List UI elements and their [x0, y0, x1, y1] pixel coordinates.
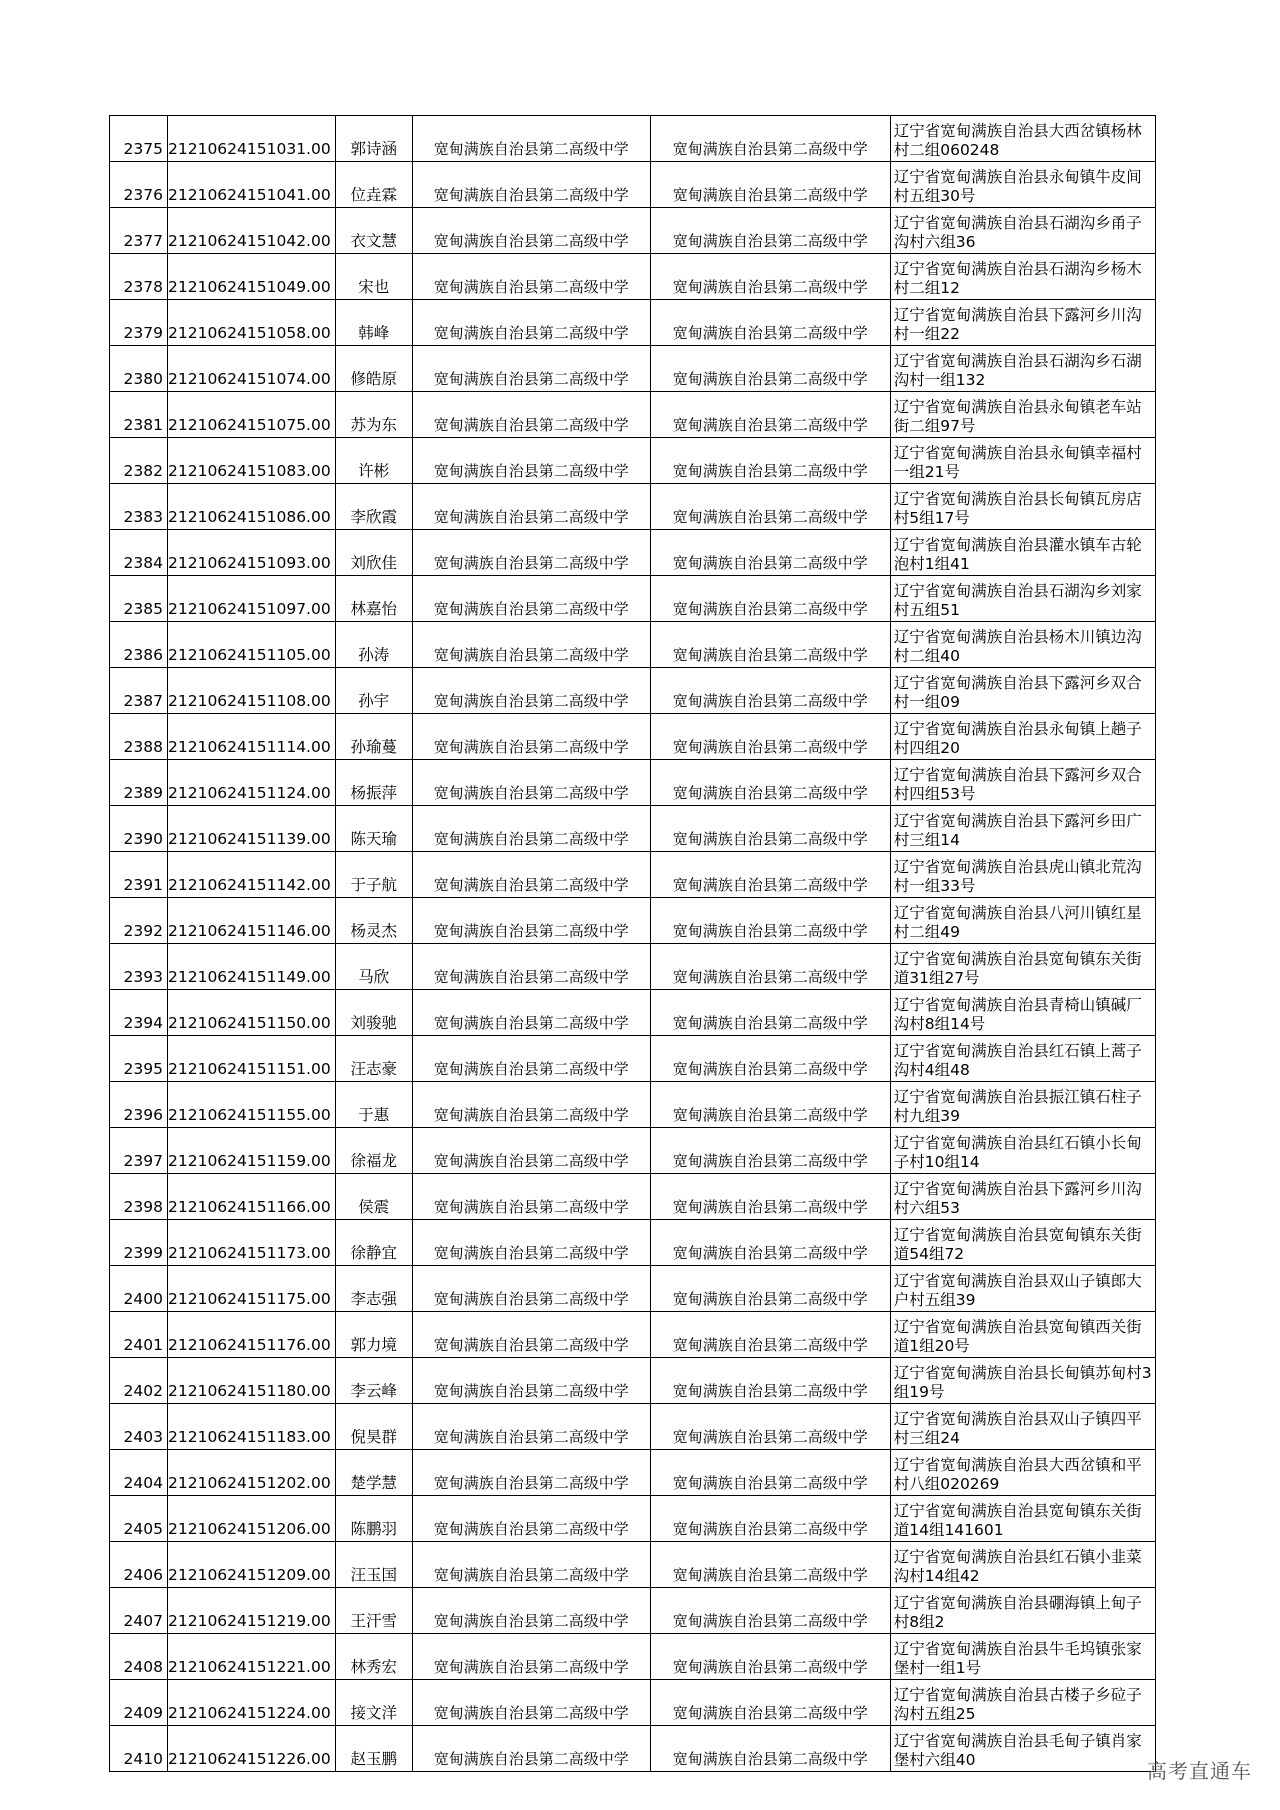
student-name: 孙宇: [335, 668, 412, 714]
home-address: 辽宁省宽甸满族自治县毛甸子镇肖家堡村六组40: [890, 1726, 1155, 1772]
student-name: 李云峰: [335, 1358, 412, 1404]
student-name: 汪玉国: [335, 1542, 412, 1588]
table-row: [110, 162, 1156, 208]
school-name: 宽甸满族自治县第二高级中学: [412, 990, 650, 1036]
candidate-number: 21210624151149.00: [168, 944, 336, 990]
table-row: [110, 346, 1156, 392]
school-name: 宽甸满族自治县第二高级中学: [412, 1358, 650, 1404]
school-name: 宽甸满族自治县第二高级中学: [412, 1496, 650, 1542]
table-row: [110, 438, 1156, 484]
school-name: 宽甸满族自治县第二高级中学: [412, 208, 650, 254]
school-name: 宽甸满族自治县第二高级中学: [412, 944, 650, 990]
home-address: 辽宁省宽甸满族自治县宽甸镇西关街道1组20号: [890, 1312, 1155, 1358]
student-name: 接文洋: [335, 1680, 412, 1726]
table-row: [110, 116, 1156, 162]
student-name: 刘骏驰: [335, 990, 412, 1036]
home-address: 辽宁省宽甸满族自治县长甸镇瓦房店村5组17号: [890, 484, 1155, 530]
exam-site-name: 宽甸满族自治县第二高级中学: [650, 1358, 890, 1404]
student-name: 林秀宏: [335, 1634, 412, 1680]
table-row: [110, 1128, 1156, 1174]
school-name: 宽甸满族自治县第二高级中学: [412, 1634, 650, 1680]
student-name: 陈天瑜: [335, 806, 412, 852]
candidate-number: 21210624151150.00: [168, 990, 336, 1036]
exam-site-name: 宽甸满族自治县第二高级中学: [650, 300, 890, 346]
candidate-number: 21210624151224.00: [168, 1680, 336, 1726]
table-row: [110, 1496, 1156, 1542]
table-row: [110, 392, 1156, 438]
exam-site-name: 宽甸满族自治县第二高级中学: [650, 162, 890, 208]
home-address: 辽宁省宽甸满族自治县大西岔镇杨林村二组060248: [890, 116, 1155, 162]
home-address: 辽宁省宽甸满族自治县下露河乡双合村四组53号: [890, 760, 1155, 806]
row-index: 2410: [110, 1726, 168, 1772]
student-name: 位垚霖: [335, 162, 412, 208]
home-address: 辽宁省宽甸满族自治县石湖沟乡刘家村五组51: [890, 576, 1155, 622]
table-row: [110, 1036, 1156, 1082]
row-index: 2390: [110, 806, 168, 852]
row-index: 2405: [110, 1496, 168, 1542]
candidate-number: 21210624151105.00: [168, 622, 336, 668]
table-row: [110, 1082, 1156, 1128]
home-address: 辽宁省宽甸满族自治县振江镇石柱子村九组39: [890, 1082, 1155, 1128]
student-name: 苏为东: [335, 392, 412, 438]
table-row: [110, 1726, 1156, 1772]
row-index: 2382: [110, 438, 168, 484]
home-address: 辽宁省宽甸满族自治县永甸镇牛皮间村五组30号: [890, 162, 1155, 208]
row-index: 2398: [110, 1174, 168, 1220]
school-name: 宽甸满族自治县第二高级中学: [412, 1312, 650, 1358]
home-address: 辽宁省宽甸满族自治县宽甸镇东关街道54组72: [890, 1220, 1155, 1266]
exam-site-name: 宽甸满族自治县第二高级中学: [650, 806, 890, 852]
home-address: 辽宁省宽甸满族自治县宽甸镇东关街道31组27号: [890, 944, 1155, 990]
home-address: 辽宁省宽甸满族自治县长甸镇苏甸村3组19号: [890, 1358, 1155, 1404]
school-name: 宽甸满族自治县第二高级中学: [412, 484, 650, 530]
candidate-number: 21210624151175.00: [168, 1266, 336, 1312]
school-name: 宽甸满族自治县第二高级中学: [412, 438, 650, 484]
candidate-number: 21210624151166.00: [168, 1174, 336, 1220]
candidate-number: 21210624151183.00: [168, 1404, 336, 1450]
school-name: 宽甸满族自治县第二高级中学: [412, 1726, 650, 1772]
school-name: 宽甸满族自治县第二高级中学: [412, 1404, 650, 1450]
school-name: 宽甸满族自治县第二高级中学: [412, 714, 650, 760]
candidate-number: 21210624151108.00: [168, 668, 336, 714]
home-address: 辽宁省宽甸满族自治县灌水镇车古轮泡村1组41: [890, 530, 1155, 576]
table-row: [110, 576, 1156, 622]
home-address: 辽宁省宽甸满族自治县杨木川镇边沟村二组40: [890, 622, 1155, 668]
table-row: [110, 1634, 1156, 1680]
student-name: 刘欣佳: [335, 530, 412, 576]
table-row: [110, 714, 1156, 760]
candidate-number: 21210624151031.00: [168, 116, 336, 162]
exam-site-name: 宽甸满族自治县第二高级中学: [650, 1174, 890, 1220]
exam-site-name: 宽甸满族自治县第二高级中学: [650, 898, 890, 944]
school-name: 宽甸满族自治县第二高级中学: [412, 1450, 650, 1496]
exam-site-name: 宽甸满族自治县第二高级中学: [650, 392, 890, 438]
student-name: 杨灵杰: [335, 898, 412, 944]
table-row: [110, 1588, 1156, 1634]
exam-site-name: 宽甸满族自治县第二高级中学: [650, 1634, 890, 1680]
exam-site-name: 宽甸满族自治县第二高级中学: [650, 346, 890, 392]
table-row: [110, 484, 1156, 530]
exam-site-name: 宽甸满族自治县第二高级中学: [650, 1404, 890, 1450]
home-address: 辽宁省宽甸满族自治县永甸镇上趟子村四组20: [890, 714, 1155, 760]
school-name: 宽甸满族自治县第二高级中学: [412, 1680, 650, 1726]
row-index: 2379: [110, 300, 168, 346]
table-row: [110, 668, 1156, 714]
candidate-number: 21210624151155.00: [168, 1082, 336, 1128]
student-name: 杨振萍: [335, 760, 412, 806]
row-index: 2388: [110, 714, 168, 760]
exam-site-name: 宽甸满族自治县第二高级中学: [650, 116, 890, 162]
home-address: 辽宁省宽甸满族自治县八河川镇红星村二组49: [890, 898, 1155, 944]
table-row: [110, 1450, 1156, 1496]
table-row: [110, 898, 1156, 944]
exam-site-name: 宽甸满族自治县第二高级中学: [650, 622, 890, 668]
candidate-number: 21210624151180.00: [168, 1358, 336, 1404]
row-index: 2399: [110, 1220, 168, 1266]
home-address: 辽宁省宽甸满族自治县永甸镇幸福村一组21号: [890, 438, 1155, 484]
student-name: 赵玉鹏: [335, 1726, 412, 1772]
home-address: 辽宁省宽甸满族自治县下露河乡川沟村一组22: [890, 300, 1155, 346]
student-name: 宋也: [335, 254, 412, 300]
table-row: [110, 1266, 1156, 1312]
student-name: 于子航: [335, 852, 412, 898]
student-name: 马欣: [335, 944, 412, 990]
row-index: 2397: [110, 1128, 168, 1174]
table-row: [110, 1358, 1156, 1404]
candidate-number: 21210624151042.00: [168, 208, 336, 254]
school-name: 宽甸满族自治县第二高级中学: [412, 300, 650, 346]
home-address: 辽宁省宽甸满族自治县下露河乡田广村三组14: [890, 806, 1155, 852]
exam-site-name: 宽甸满族自治县第二高级中学: [650, 1082, 890, 1128]
row-index: 2392: [110, 898, 168, 944]
exam-site-name: 宽甸满族自治县第二高级中学: [650, 1220, 890, 1266]
row-index: 2383: [110, 484, 168, 530]
school-name: 宽甸满族自治县第二高级中学: [412, 346, 650, 392]
candidate-number: 21210624151114.00: [168, 714, 336, 760]
table-row: [110, 944, 1156, 990]
exam-site-name: 宽甸满族自治县第二高级中学: [650, 1266, 890, 1312]
row-index: 2403: [110, 1404, 168, 1450]
row-index: 2389: [110, 760, 168, 806]
exam-site-name: 宽甸满族自治县第二高级中学: [650, 1450, 890, 1496]
student-name: 林嘉怡: [335, 576, 412, 622]
row-index: 2381: [110, 392, 168, 438]
row-index: 2402: [110, 1358, 168, 1404]
row-index: 2409: [110, 1680, 168, 1726]
row-index: 2400: [110, 1266, 168, 1312]
exam-site-name: 宽甸满族自治县第二高级中学: [650, 1726, 890, 1772]
exam-site-name: 宽甸满族自治县第二高级中学: [650, 852, 890, 898]
home-address: 辽宁省宽甸满族自治县虎山镇北荒沟村一组33号: [890, 852, 1155, 898]
home-address: 辽宁省宽甸满族自治县石湖沟乡杨木村二组12: [890, 254, 1155, 300]
candidate-number: 21210624151097.00: [168, 576, 336, 622]
candidate-number: 21210624151058.00: [168, 300, 336, 346]
records-table: [109, 115, 1156, 1772]
table-row: [110, 1680, 1156, 1726]
table-row: [110, 530, 1156, 576]
exam-site-name: 宽甸满族自治县第二高级中学: [650, 1496, 890, 1542]
student-name: 侯震: [335, 1174, 412, 1220]
school-name: 宽甸满族自治县第二高级中学: [412, 1542, 650, 1588]
exam-site-name: 宽甸满族自治县第二高级中学: [650, 1588, 890, 1634]
home-address: 辽宁省宽甸满族自治县下露河乡川沟村六组53: [890, 1174, 1155, 1220]
candidate-number: 21210624151146.00: [168, 898, 336, 944]
student-name: 徐静宜: [335, 1220, 412, 1266]
student-name: 楚学慧: [335, 1450, 412, 1496]
row-index: 2377: [110, 208, 168, 254]
candidate-number: 21210624151093.00: [168, 530, 336, 576]
watermark-text: 高考直通车: [1147, 1759, 1252, 1783]
row-index: 2376: [110, 162, 168, 208]
school-name: 宽甸满族自治县第二高级中学: [412, 116, 650, 162]
exam-site-name: 宽甸满族自治县第二高级中学: [650, 1680, 890, 1726]
school-name: 宽甸满族自治县第二高级中学: [412, 1220, 650, 1266]
home-address: 辽宁省宽甸满族自治县石湖沟乡甬子沟村六组36: [890, 208, 1155, 254]
student-name: 韩峰: [335, 300, 412, 346]
student-name: 孙瑜蔓: [335, 714, 412, 760]
student-name: 王汗雪: [335, 1588, 412, 1634]
student-name: 于惠: [335, 1082, 412, 1128]
candidate-number: 21210624151086.00: [168, 484, 336, 530]
student-name: 许彬: [335, 438, 412, 484]
exam-site-name: 宽甸满族自治县第二高级中学: [650, 438, 890, 484]
home-address: 辽宁省宽甸满族自治县大西岔镇和平村八组020269: [890, 1450, 1155, 1496]
table-row: [110, 1312, 1156, 1358]
candidate-number: 21210624151124.00: [168, 760, 336, 806]
candidate-number: 21210624151139.00: [168, 806, 336, 852]
table-row: [110, 208, 1156, 254]
candidate-number: 21210624151142.00: [168, 852, 336, 898]
exam-site-name: 宽甸满族自治县第二高级中学: [650, 1312, 890, 1358]
school-name: 宽甸满族自治县第二高级中学: [412, 852, 650, 898]
row-index: 2393: [110, 944, 168, 990]
student-name: 汪志豪: [335, 1036, 412, 1082]
table-row: [110, 990, 1156, 1036]
table-row: [110, 1174, 1156, 1220]
row-index: 2394: [110, 990, 168, 1036]
candidate-number: 21210624151083.00: [168, 438, 336, 484]
student-name: 李志强: [335, 1266, 412, 1312]
candidate-number: 21210624151221.00: [168, 1634, 336, 1680]
records-table-body: [110, 116, 1156, 1772]
school-name: 宽甸满族自治县第二高级中学: [412, 162, 650, 208]
school-name: 宽甸满族自治县第二高级中学: [412, 898, 650, 944]
home-address: 辽宁省宽甸满族自治县青椅山镇碱厂沟村8组14号: [890, 990, 1155, 1036]
row-index: 2406: [110, 1542, 168, 1588]
school-name: 宽甸满族自治县第二高级中学: [412, 530, 650, 576]
table-row: [110, 852, 1156, 898]
school-name: 宽甸满族自治县第二高级中学: [412, 1588, 650, 1634]
exam-site-name: 宽甸满族自治县第二高级中学: [650, 714, 890, 760]
candidate-number: 21210624151209.00: [168, 1542, 336, 1588]
candidate-number: 21210624151049.00: [168, 254, 336, 300]
candidate-number: 21210624151074.00: [168, 346, 336, 392]
student-name: 倪昊群: [335, 1404, 412, 1450]
row-index: 2375: [110, 116, 168, 162]
row-index: 2404: [110, 1450, 168, 1496]
row-index: 2407: [110, 1588, 168, 1634]
candidate-number: 21210624151206.00: [168, 1496, 336, 1542]
home-address: 辽宁省宽甸满族自治县红石镇小韭菜沟村14组42: [890, 1542, 1155, 1588]
school-name: 宽甸满族自治县第二高级中学: [412, 1036, 650, 1082]
exam-site-name: 宽甸满族自治县第二高级中学: [650, 254, 890, 300]
row-index: 2408: [110, 1634, 168, 1680]
candidate-number: 21210624151202.00: [168, 1450, 336, 1496]
student-name: 陈鹏羽: [335, 1496, 412, 1542]
home-address: 辽宁省宽甸满族自治县双山子镇郎大户村五组39: [890, 1266, 1155, 1312]
school-name: 宽甸满族自治县第二高级中学: [412, 622, 650, 668]
exam-site-name: 宽甸满族自治县第二高级中学: [650, 668, 890, 714]
row-index: 2395: [110, 1036, 168, 1082]
candidate-number: 21210624151226.00: [168, 1726, 336, 1772]
school-name: 宽甸满族自治县第二高级中学: [412, 1128, 650, 1174]
home-address: 辽宁省宽甸满族自治县下露河乡双合村一组09: [890, 668, 1155, 714]
candidate-number: 21210624151176.00: [168, 1312, 336, 1358]
table-row: [110, 760, 1156, 806]
row-index: 2396: [110, 1082, 168, 1128]
row-index: 2378: [110, 254, 168, 300]
home-address: 辽宁省宽甸满族自治县牛毛坞镇张家堡村一组1号: [890, 1634, 1155, 1680]
candidate-number: 21210624151159.00: [168, 1128, 336, 1174]
row-index: 2386: [110, 622, 168, 668]
school-name: 宽甸满族自治县第二高级中学: [412, 760, 650, 806]
school-name: 宽甸满族自治县第二高级中学: [412, 254, 650, 300]
row-index: 2391: [110, 852, 168, 898]
candidate-number: 21210624151173.00: [168, 1220, 336, 1266]
student-name: 衣文慧: [335, 208, 412, 254]
row-index: 2380: [110, 346, 168, 392]
candidate-number: 21210624151219.00: [168, 1588, 336, 1634]
school-name: 宽甸满族自治县第二高级中学: [412, 1266, 650, 1312]
school-name: 宽甸满族自治县第二高级中学: [412, 392, 650, 438]
candidate-number: 21210624151041.00: [168, 162, 336, 208]
school-name: 宽甸满族自治县第二高级中学: [412, 576, 650, 622]
exam-site-name: 宽甸满族自治县第二高级中学: [650, 990, 890, 1036]
exam-site-name: 宽甸满族自治县第二高级中学: [650, 1036, 890, 1082]
home-address: 辽宁省宽甸满族自治县永甸镇老车站街二组97号: [890, 392, 1155, 438]
table-row: [110, 254, 1156, 300]
row-index: 2401: [110, 1312, 168, 1358]
school-name: 宽甸满族自治县第二高级中学: [412, 806, 650, 852]
candidate-number: 21210624151151.00: [168, 1036, 336, 1082]
student-name: 李欣霞: [335, 484, 412, 530]
table-row: [110, 1542, 1156, 1588]
school-name: 宽甸满族自治县第二高级中学: [412, 668, 650, 714]
student-name: 修皓原: [335, 346, 412, 392]
table-row: [110, 806, 1156, 852]
exam-site-name: 宽甸满族自治县第二高级中学: [650, 208, 890, 254]
table-row: [110, 1220, 1156, 1266]
exam-site-name: 宽甸满族自治县第二高级中学: [650, 760, 890, 806]
student-name: 郭力境: [335, 1312, 412, 1358]
table-row: [110, 300, 1156, 346]
row-index: 2384: [110, 530, 168, 576]
school-name: 宽甸满族自治县第二高级中学: [412, 1174, 650, 1220]
row-index: 2387: [110, 668, 168, 714]
student-name: 郭诗涵: [335, 116, 412, 162]
student-name: 徐福龙: [335, 1128, 412, 1174]
exam-site-name: 宽甸满族自治县第二高级中学: [650, 576, 890, 622]
student-name: 孙涛: [335, 622, 412, 668]
exam-site-name: 宽甸满族自治县第二高级中学: [650, 1542, 890, 1588]
table-row: [110, 1404, 1156, 1450]
table-row: [110, 622, 1156, 668]
row-index: 2385: [110, 576, 168, 622]
exam-site-name: 宽甸满族自治县第二高级中学: [650, 1128, 890, 1174]
school-name: 宽甸满族自治县第二高级中学: [412, 1082, 650, 1128]
home-address: 辽宁省宽甸满族自治县古楼子乡砬子沟村五组25: [890, 1680, 1155, 1726]
home-address: 辽宁省宽甸满族自治县双山子镇四平村三组24: [890, 1404, 1155, 1450]
home-address: 辽宁省宽甸满族自治县石湖沟乡石湖沟村一组132: [890, 346, 1155, 392]
home-address: 辽宁省宽甸满族自治县宽甸镇东关街道14组141601: [890, 1496, 1155, 1542]
home-address: 辽宁省宽甸满族自治县硼海镇上甸子村8组2: [890, 1588, 1155, 1634]
exam-site-name: 宽甸满族自治县第二高级中学: [650, 944, 890, 990]
home-address: 辽宁省宽甸满族自治县红石镇上蒿子沟村4组48: [890, 1036, 1155, 1082]
exam-site-name: 宽甸满族自治县第二高级中学: [650, 530, 890, 576]
home-address: 辽宁省宽甸满族自治县红石镇小长甸子村10组14: [890, 1128, 1155, 1174]
exam-site-name: 宽甸满族自治县第二高级中学: [650, 484, 890, 530]
candidate-number: 21210624151075.00: [168, 392, 336, 438]
